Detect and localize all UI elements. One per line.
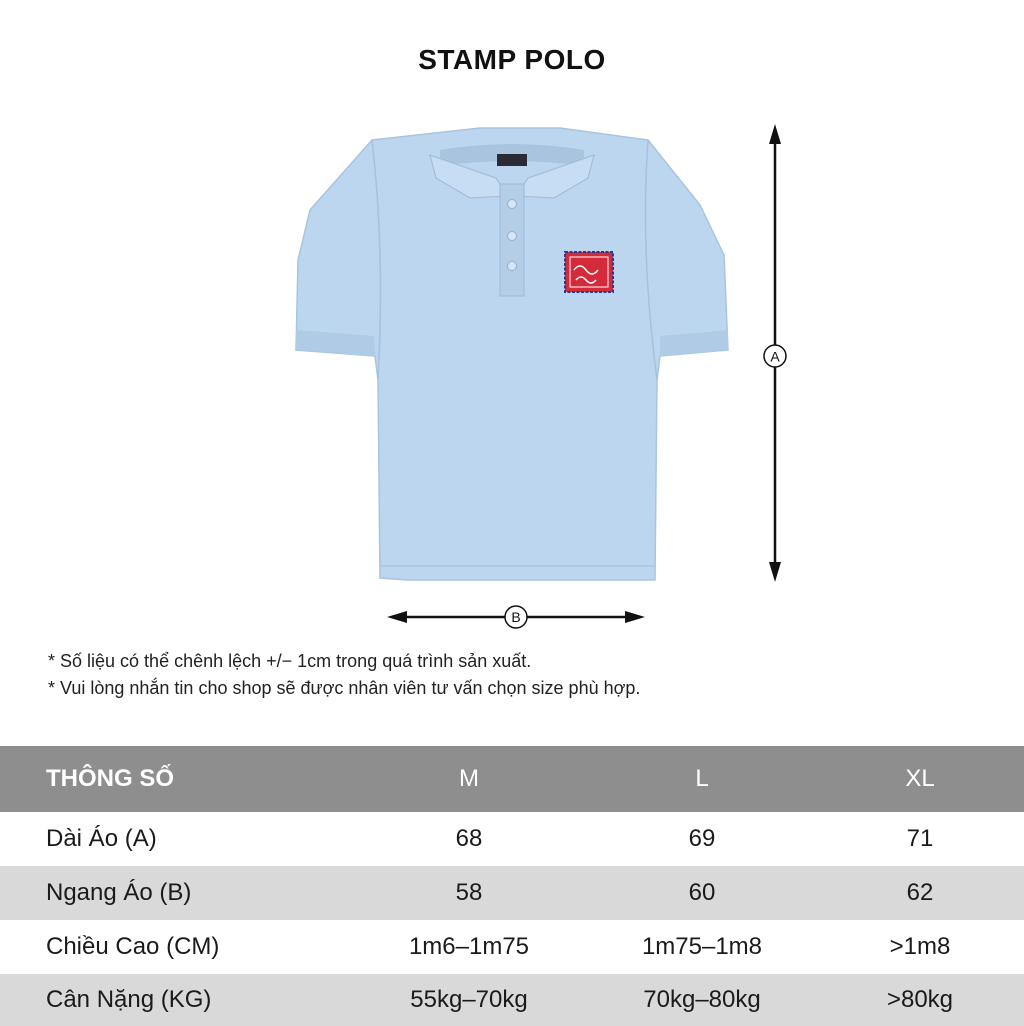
table-row — [0, 812, 1024, 866]
notes — [48, 648, 640, 702]
cell-l: 1m75–1m8 — [641, 933, 763, 960]
cell-m: 55kg–70kg — [410, 986, 528, 1013]
cell-l: 69 — [688, 825, 716, 852]
row-label: Chiều Cao (CM) — [46, 933, 220, 960]
row-label: Ngang Áo (B) — [46, 879, 192, 906]
label-b: B — [511, 609, 521, 625]
cell-xl: 71 — [906, 825, 934, 852]
table-row — [0, 866, 1024, 920]
table-row — [0, 920, 1024, 974]
note-contact-shop: * Vui lòng nhắn tin cho shop sẽ được nhân viên tư vấn chọn size phù hợp. — [48, 678, 641, 698]
cell-m: 58 — [455, 879, 483, 906]
cell-l: 70kg–80kg — [643, 986, 761, 1013]
header-size-xl: XL — [905, 765, 935, 792]
header-spec: THÔNG SỐ — [46, 765, 175, 792]
table-header-row — [0, 746, 1024, 812]
cell-l: 60 — [688, 879, 716, 906]
header-size-m: M — [459, 765, 479, 792]
page-title: STAMP POLO — [418, 44, 606, 75]
cell-xl: >80kg — [886, 986, 954, 1013]
cell-xl: 62 — [906, 879, 934, 906]
label-a: A — [770, 348, 780, 365]
note-tolerance: * Số liệu có thể chênh lệch +/− 1cm trong quá trình sản xuất. — [48, 651, 532, 671]
size-chart-table — [0, 746, 1024, 1026]
cell-m: 68 — [455, 825, 483, 852]
row-label: Dài Áo (A) — [46, 825, 157, 852]
stamp-patch-logo — [565, 252, 613, 292]
cell-xl: >1m8 — [889, 933, 951, 960]
cell-m: 1m6–1m75 — [408, 933, 530, 960]
row-label: Cân Nặng (KG) — [46, 986, 212, 1013]
polo-shirt-illustration — [296, 128, 728, 580]
table-row — [0, 974, 1024, 1026]
header-size-l: L — [695, 765, 709, 792]
